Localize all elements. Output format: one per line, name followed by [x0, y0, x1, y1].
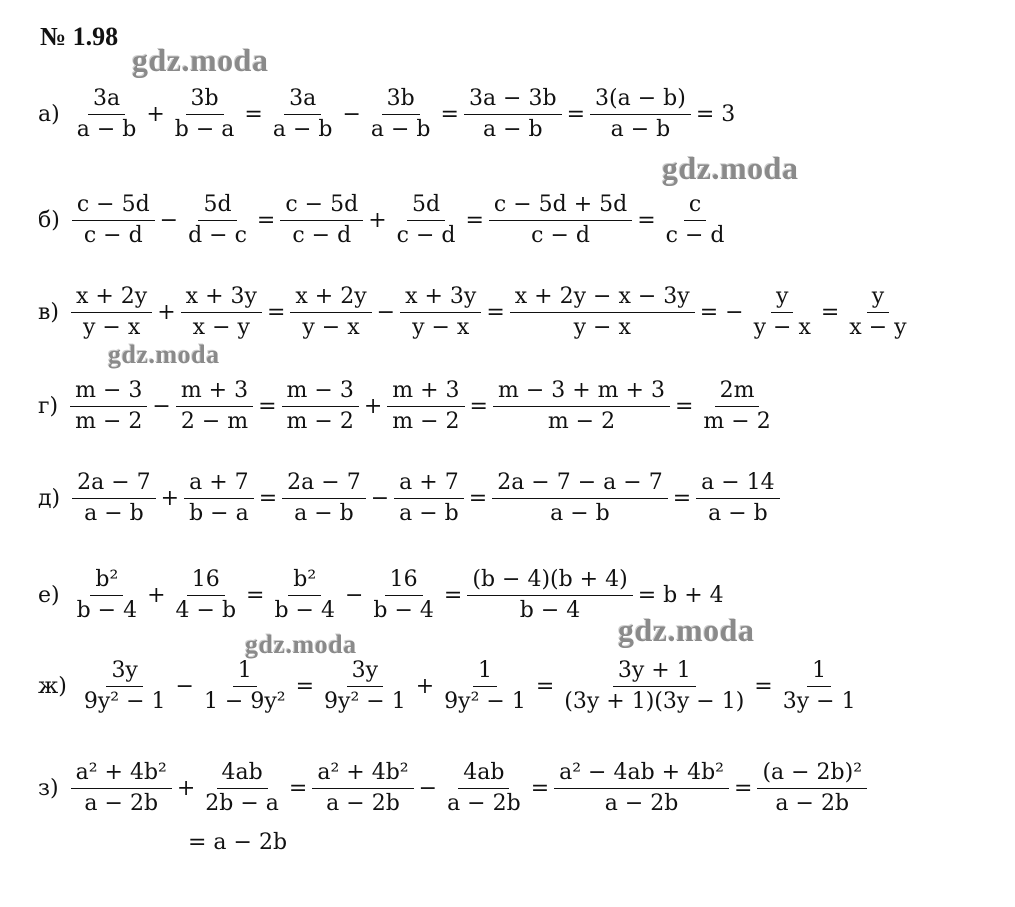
fraction	[268, 84, 338, 144]
fraction	[79, 656, 171, 716]
problem-label: з)	[38, 775, 59, 801]
numerator: 4ab	[217, 758, 268, 789]
numerator: 2a − 7 − a − 7	[492, 468, 667, 499]
fraction	[489, 190, 632, 250]
operator: =	[672, 485, 692, 511]
numerator: 3a	[284, 84, 321, 115]
operator: =	[443, 582, 463, 608]
fraction	[171, 565, 242, 625]
denominator: d − c	[188, 222, 247, 248]
denominator: c − d	[396, 222, 456, 248]
operator: =	[440, 101, 459, 127]
denominator: b − 4	[519, 597, 581, 623]
numerator: a² − 4ab + 4b²	[554, 758, 729, 789]
operator: −	[418, 775, 438, 801]
fraction	[282, 468, 366, 528]
operator: =	[535, 673, 555, 699]
operator: = −	[699, 299, 744, 325]
fraction	[392, 190, 461, 250]
fraction	[778, 656, 861, 716]
denominator: y − x	[573, 314, 631, 340]
fraction	[492, 468, 667, 528]
watermark: gdz.moda	[245, 630, 357, 659]
denominator: b − a	[174, 116, 235, 142]
fraction	[510, 282, 695, 342]
fraction	[400, 282, 481, 342]
denominator: x − y	[192, 314, 250, 340]
final-result: = a − 2b	[188, 830, 288, 855]
operator: +	[146, 101, 165, 127]
operator: =	[530, 775, 550, 801]
problem-a	[38, 84, 740, 144]
numerator: c − 5d + 5d	[489, 190, 632, 221]
problem-d	[38, 468, 780, 528]
numerator: x + 3y	[181, 282, 262, 313]
operator: = 3	[695, 101, 736, 127]
operator: −	[344, 582, 364, 608]
problem-label: е)	[38, 582, 60, 608]
fraction	[749, 282, 816, 342]
numerator: m + 3	[176, 376, 253, 407]
operator: =	[637, 207, 656, 233]
fraction	[199, 656, 291, 716]
denominator: a − b	[76, 116, 137, 142]
fraction	[183, 190, 252, 250]
denominator: a − b	[272, 116, 333, 142]
fraction	[280, 190, 363, 250]
fraction	[170, 84, 240, 144]
fraction	[290, 282, 371, 342]
fraction	[72, 468, 156, 528]
operator: −	[376, 299, 396, 325]
numerator: m + 3	[387, 376, 464, 407]
denominator: (3y + 1)(3y − 1)	[564, 688, 745, 714]
numerator: 3b	[186, 84, 224, 115]
operator: = b + 4	[637, 582, 724, 608]
denominator: c − d	[531, 222, 590, 248]
denominator: a − 2b	[604, 790, 679, 816]
fraction	[368, 565, 439, 625]
denominator: y − x	[753, 314, 811, 340]
watermark: gdz.moda	[618, 612, 755, 648]
denominator: m − 2	[547, 408, 616, 434]
numerator: 5d	[198, 190, 236, 221]
denominator: a − b	[708, 500, 768, 526]
denominator: b − a	[189, 500, 249, 526]
numerator: 4ab	[458, 758, 509, 789]
denominator: b − 4	[274, 597, 335, 623]
fraction	[590, 84, 691, 144]
denominator: y − x	[302, 314, 360, 340]
problem-label: ж)	[38, 673, 67, 699]
denominator: c − d	[83, 222, 143, 248]
denominator: 9y² − 1	[444, 688, 526, 714]
fraction	[70, 376, 147, 436]
denominator: a − b	[294, 500, 354, 526]
operator: =	[820, 299, 840, 325]
operator: +	[415, 673, 435, 699]
problem-label: в)	[38, 299, 59, 325]
fraction	[696, 468, 780, 528]
fraction	[200, 758, 284, 818]
numerator: b²	[90, 565, 123, 596]
fraction	[366, 84, 436, 144]
numerator: 3y	[347, 656, 383, 687]
operator: =	[468, 485, 488, 511]
fraction	[269, 565, 340, 625]
numerator: a + 7	[184, 468, 254, 499]
operator: =	[566, 101, 586, 127]
denominator: x − y	[849, 314, 907, 340]
numerator: 3y	[106, 656, 142, 687]
fraction	[559, 656, 749, 716]
numerator: 2a − 7	[282, 468, 366, 499]
operator: +	[160, 485, 180, 511]
operator: +	[368, 207, 387, 233]
denominator: 4 − b	[175, 597, 237, 623]
numerator: 3(a − b)	[590, 84, 691, 115]
fraction	[312, 758, 413, 818]
numerator: y	[771, 282, 793, 313]
numerator: 2a − 7	[72, 468, 156, 499]
numerator: 3b	[382, 84, 420, 115]
problem-label: а)	[38, 101, 60, 127]
operator: =	[258, 485, 278, 511]
fraction	[844, 282, 911, 342]
numerator: a + 7	[394, 468, 464, 499]
watermark: gdz.moda	[132, 42, 269, 78]
fraction	[71, 758, 172, 818]
numerator: x + 2y	[290, 282, 371, 313]
numerator: 1	[473, 656, 497, 687]
fraction	[387, 376, 464, 436]
fraction	[394, 468, 464, 528]
denominator: a − b	[482, 116, 543, 142]
numerator: c	[684, 190, 706, 221]
fraction	[71, 282, 152, 342]
operator: =	[465, 207, 484, 233]
operator: −	[175, 673, 194, 699]
operator: =	[674, 393, 694, 419]
numerator: a − 14	[696, 468, 780, 499]
operator: =	[486, 299, 505, 325]
fraction	[698, 376, 775, 436]
numerator: 3y + 1	[613, 656, 696, 687]
numerator: y	[867, 282, 889, 313]
fraction	[72, 565, 143, 625]
fraction	[464, 84, 562, 144]
fraction	[467, 565, 632, 625]
operator: =	[246, 582, 265, 608]
operator: =	[288, 775, 308, 801]
denominator: 2b − a	[205, 790, 279, 816]
denominator: 9y² − 1	[83, 688, 166, 714]
denominator: a − b	[370, 116, 431, 142]
fraction	[176, 376, 253, 436]
operator: =	[754, 673, 773, 699]
operator: −	[342, 101, 361, 127]
fraction	[442, 758, 526, 818]
denominator: 9y² − 1	[324, 688, 406, 714]
denominator: y − x	[412, 314, 470, 340]
problem-zh	[38, 656, 861, 716]
operator: =	[734, 775, 753, 801]
fraction	[72, 190, 155, 250]
operator: =	[266, 299, 286, 325]
operator: =	[256, 207, 276, 233]
denominator: y − x	[82, 314, 141, 340]
numerator: 3a − 3b	[464, 84, 562, 115]
denominator: a − b	[399, 500, 459, 526]
denominator: c − d	[665, 222, 725, 248]
denominator: a − 2b	[775, 790, 850, 816]
numerator: 5d	[407, 190, 445, 221]
denominator: 2 − m	[180, 408, 249, 434]
watermark: gdz.moda	[108, 340, 220, 369]
numerator: 16	[385, 565, 423, 596]
operator: +	[363, 393, 383, 419]
numerator: m − 3	[70, 376, 147, 407]
denominator: a − 2b	[84, 790, 159, 816]
numerator: x + 3y	[400, 282, 481, 313]
problem-e	[38, 565, 729, 625]
numerator: 2m	[715, 376, 760, 407]
denominator: 3y − 1	[782, 688, 856, 714]
numerator: a² + 4b²	[71, 758, 172, 789]
denominator: 1 − 9y²	[203, 688, 286, 714]
operator: =	[258, 393, 277, 419]
operator: +	[157, 299, 176, 325]
fraction	[282, 376, 359, 436]
operator: +	[176, 775, 196, 801]
fraction	[319, 656, 411, 716]
operator: −	[152, 393, 171, 419]
denominator: a − b	[84, 500, 144, 526]
numerator: c − 5d	[72, 190, 155, 221]
denominator: c − d	[292, 222, 352, 248]
problem-label: д)	[38, 485, 61, 511]
fraction	[439, 656, 531, 716]
fraction	[72, 84, 142, 144]
operator: −	[159, 207, 179, 233]
denominator: m − 2	[703, 408, 771, 434]
numerator: x + 2y − x − 3y	[510, 282, 695, 313]
denominator: b − 4	[76, 597, 138, 623]
operator: =	[244, 101, 263, 127]
denominator: a − 2b	[326, 790, 400, 816]
numerator: (a − 2b)²	[757, 758, 867, 789]
numerator: 16	[187, 565, 225, 596]
numerator: b²	[288, 565, 321, 596]
fraction	[184, 468, 254, 528]
fraction	[661, 190, 730, 250]
numerator: 1	[233, 656, 257, 687]
denominator: m − 2	[286, 408, 354, 434]
problem-label: г)	[38, 393, 59, 419]
operator: +	[147, 582, 166, 608]
numerator: m − 3 + m + 3	[493, 376, 670, 407]
numerator: 3a	[88, 84, 125, 115]
exercise-number: № 1.98	[40, 22, 119, 51]
fraction	[181, 282, 262, 342]
operator: −	[370, 485, 390, 511]
denominator: a − b	[610, 116, 671, 142]
fraction	[757, 758, 867, 818]
numerator: x + 2y	[71, 282, 152, 313]
fraction	[554, 758, 729, 818]
numerator: a² + 4b²	[312, 758, 413, 789]
operator: =	[295, 673, 315, 699]
problem-b	[38, 190, 729, 250]
numerator: c − 5d	[280, 190, 363, 221]
denominator: a − b	[550, 500, 610, 526]
operator: =	[469, 393, 488, 419]
problem-g	[38, 376, 776, 436]
numerator: m − 3	[282, 376, 359, 407]
denominator: a − 2b	[447, 790, 521, 816]
denominator: m − 2	[75, 408, 143, 434]
problem-z	[38, 758, 867, 818]
watermark: gdz.moda	[662, 150, 799, 186]
numerator: 1	[807, 656, 831, 687]
problem-v	[38, 282, 912, 342]
denominator: b − 4	[373, 597, 434, 623]
denominator: m − 2	[392, 408, 460, 434]
numerator: (b − 4)(b + 4)	[467, 565, 632, 596]
fraction	[493, 376, 670, 436]
problem-label: б)	[38, 207, 60, 233]
